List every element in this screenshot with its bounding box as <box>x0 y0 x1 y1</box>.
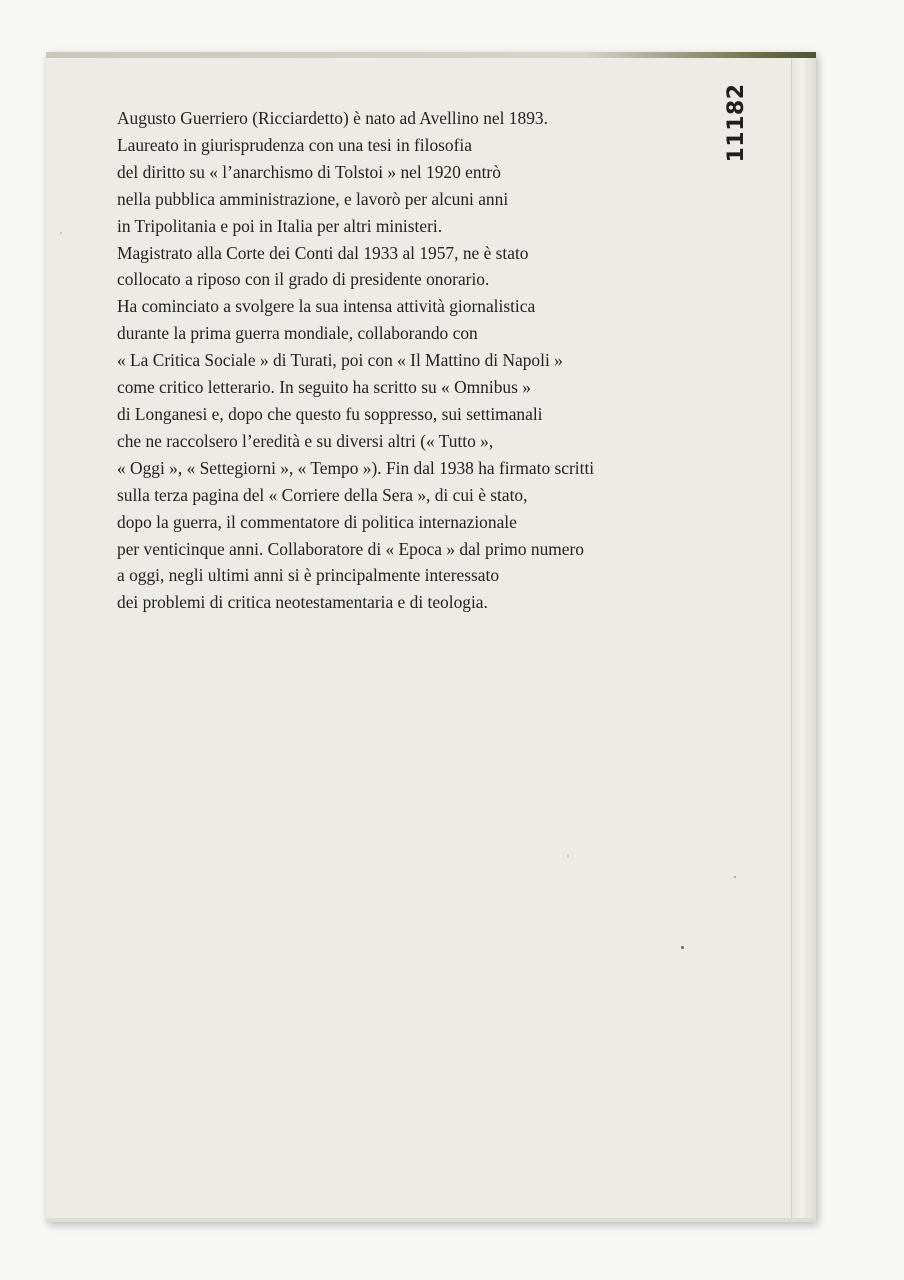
cover-top-edge <box>46 52 816 58</box>
bio-line: sulla terza pagina del « Corriere della Sera », di cui è stato, <box>117 484 528 505</box>
bio-line: Augusto Guerriero (Ricciardetto) è nato ad Avellino nel 1893. <box>117 108 548 128</box>
catalog-number: 11182 <box>723 83 749 163</box>
bio-line: Magistrato alla Corte dei Conti dal 1933 al 1957, ne è stato <box>117 242 529 263</box>
spine-edge <box>791 58 816 1222</box>
bio-line: collocato a riposo con il grado di presidente onorario. <box>117 269 490 290</box>
bio-line: come critico letterario. In seguito ha scritto su « Omnibus » <box>117 377 531 398</box>
cover-bottom-edge <box>46 1218 816 1222</box>
bio-line: che ne raccolsero l’eredità e su diversi altri (« Tutto », <box>117 430 494 451</box>
paper-speck <box>567 855 569 857</box>
bio-line: durante la prima guerra mondiale, collaborando con <box>117 323 478 344</box>
bio-line: dopo la guerra, il commentatore di politica internazionale <box>117 511 517 532</box>
bio-line: a oggi, negli ultimi anni si è principalmente interessato <box>117 565 500 586</box>
bio-line: nella pubblica amministrazione, e lavorò per alcuni anni <box>117 188 509 209</box>
bio-line: dei problemi di critica neotestamentaria e di teologia. <box>117 592 488 613</box>
paper-speck <box>734 876 736 878</box>
author-biography <box>117 83 787 616</box>
bio-line: « Oggi », « Settegiorni », « Tempo »). Fin dal 1938 ha firmato scritti <box>117 457 595 478</box>
bio-line: « La Critica Sociale » di Turati, poi con « Il Mattino di Napoli » <box>117 350 563 371</box>
bio-line: del diritto su « l’anarchismo di Tolstoi » nel 1920 entrò <box>117 161 501 182</box>
bio-line: di Longanesi e, dopo che questo fu soppresso, sui settimanali <box>117 403 543 424</box>
bio-line: in Tripolitania e poi in Italia per altri ministeri. <box>117 215 443 236</box>
bio-line: Laureato in giurisprudenza con una tesi in filosofia <box>117 134 472 155</box>
paper-speck <box>681 946 684 949</box>
bio-line: Ha cominciato a svolgere la sua intensa attività giornalistica <box>117 296 536 317</box>
bio-line: per venticinque anni. Collaboratore di « Epoca » dal primo numero <box>117 538 584 559</box>
paper-speck <box>60 232 62 234</box>
